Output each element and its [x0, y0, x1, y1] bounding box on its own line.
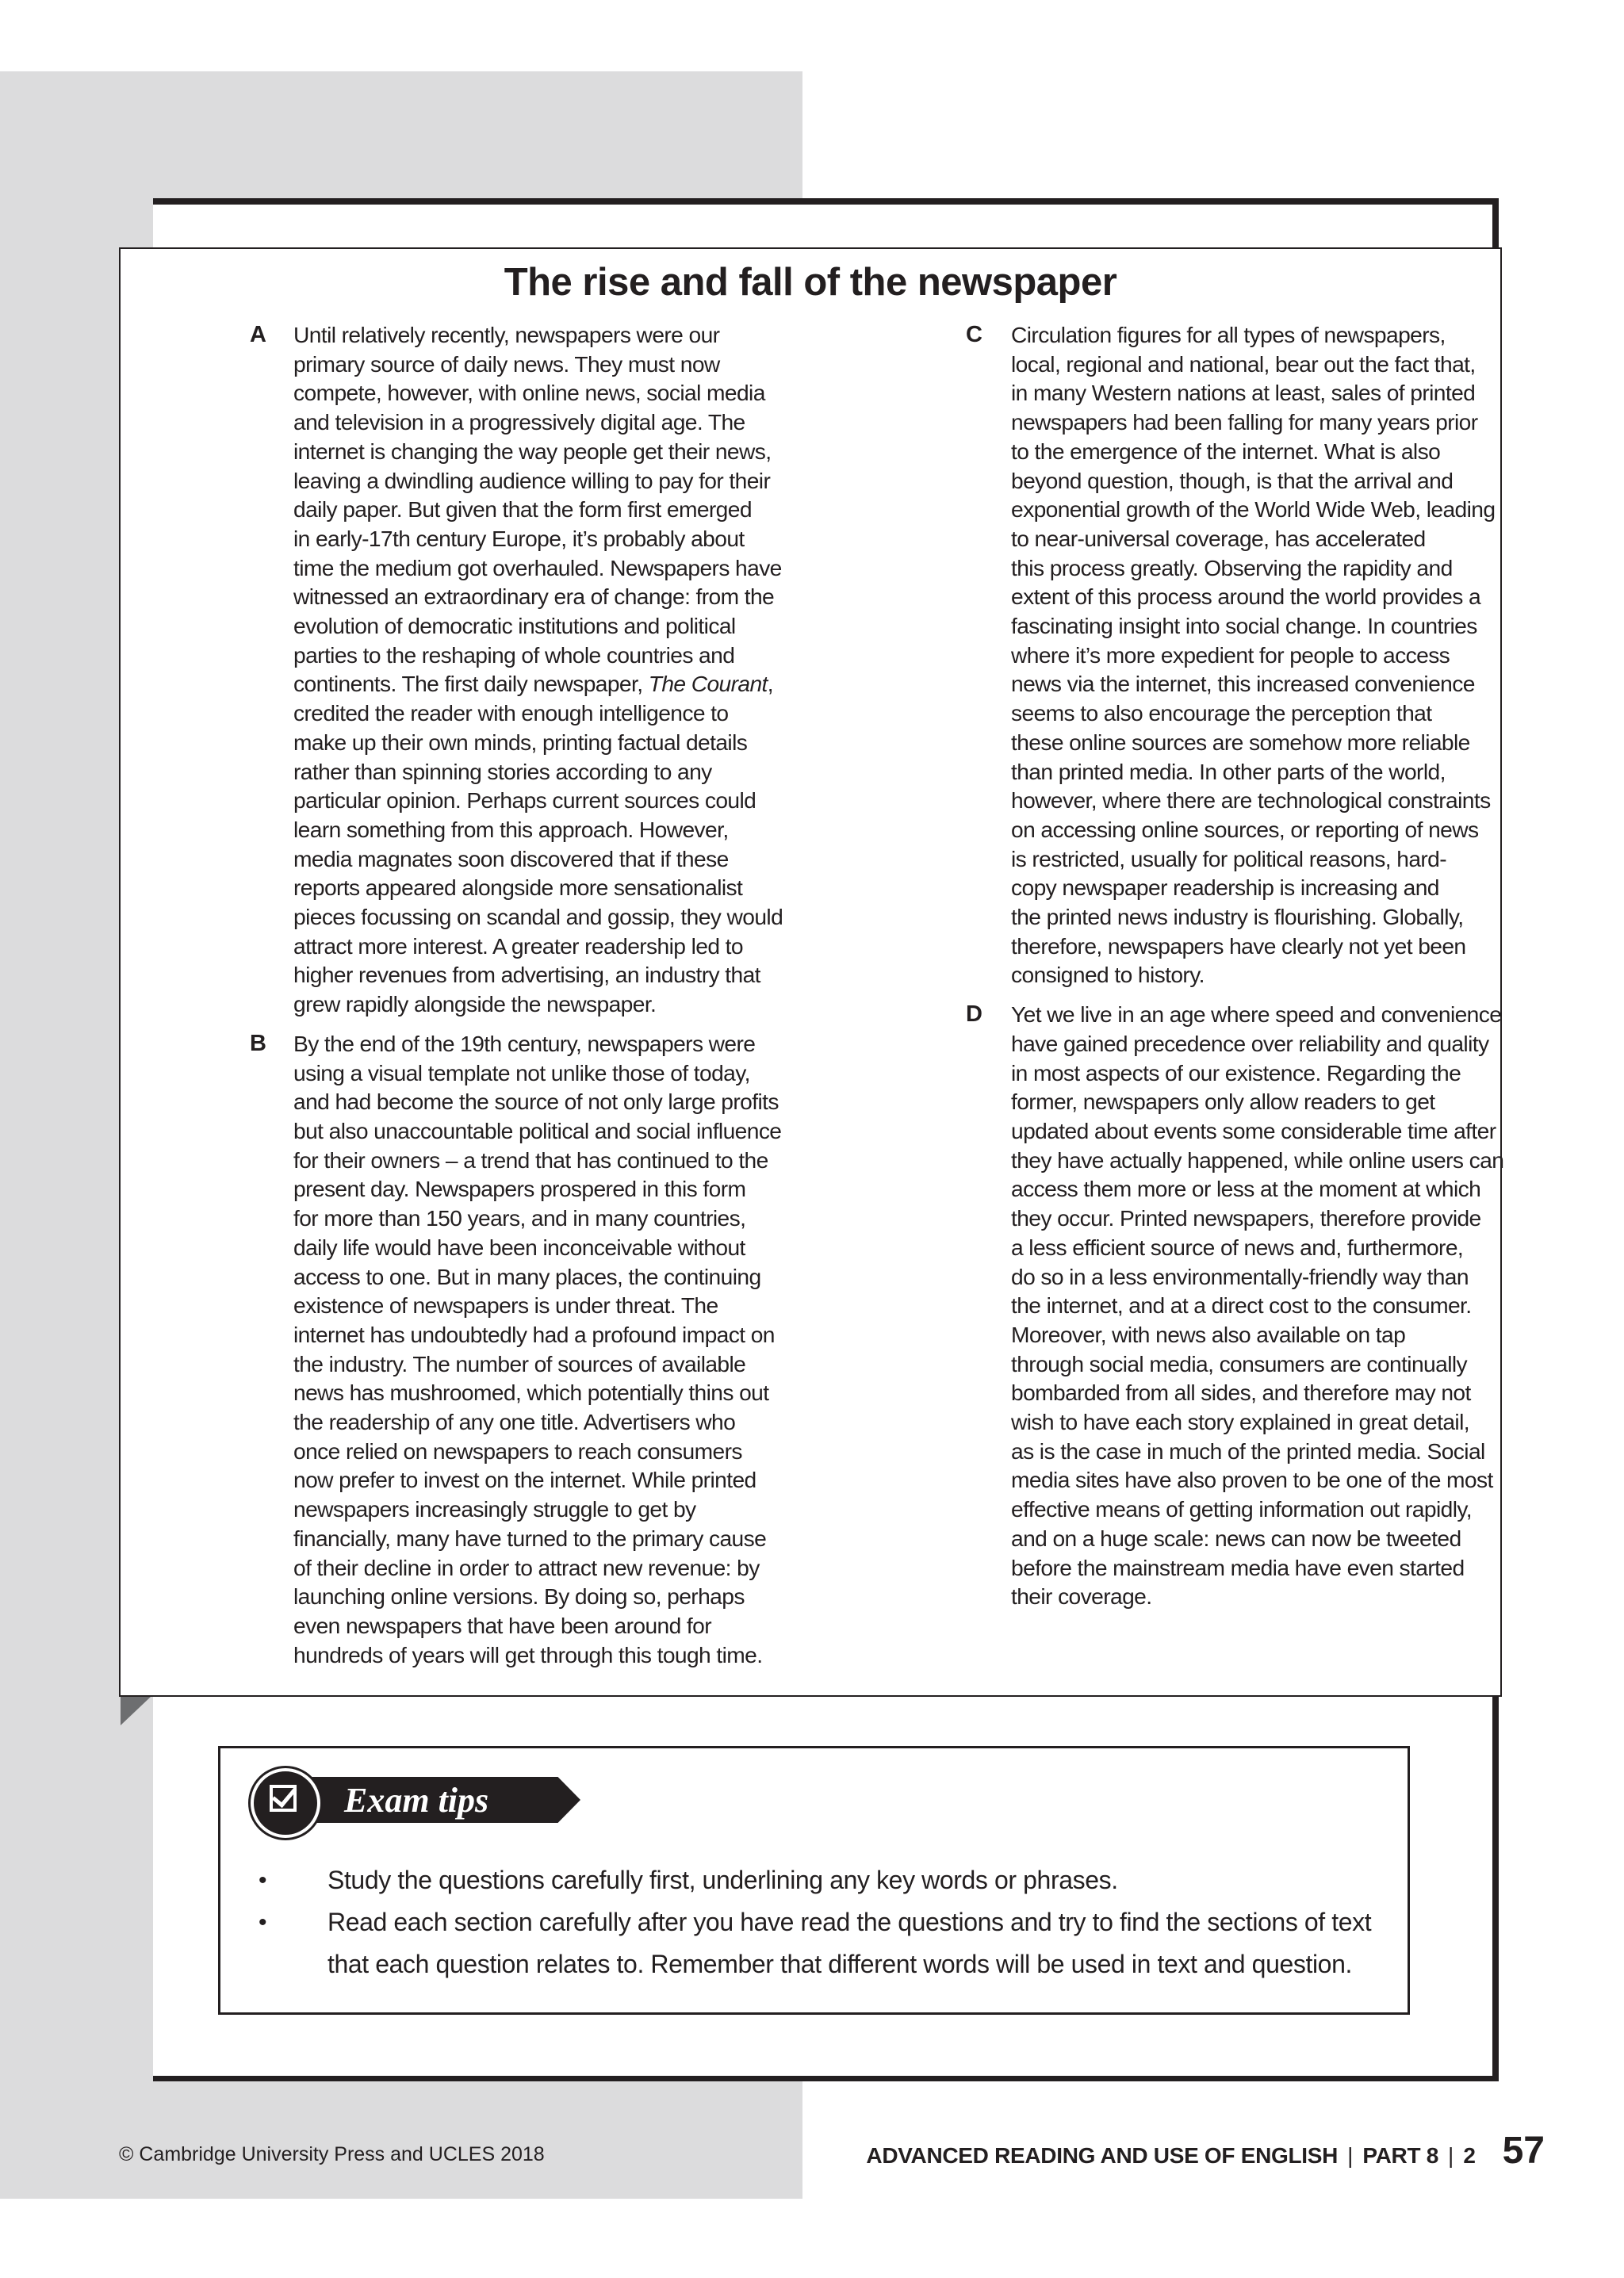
exam-tip-text: Study the questions carefully first, underlining any key words or phrases. [327, 1866, 1118, 1894]
exam-tips-list [252, 1859, 1394, 1985]
text-line: through social media, consumers are continually [1011, 1350, 1468, 1376]
page-number: 57 [1502, 2130, 1545, 2172]
article-column-right [839, 320, 1504, 1621]
text-line: grew rapidly alongside the newspaper. [293, 991, 657, 1017]
text-line: and on a huge scale: news can now be tweeted [1011, 1525, 1461, 1551]
paragraph-text [1011, 320, 1503, 990]
text-line: internet is changing the way people get their news, [293, 438, 772, 464]
text-line: in many Western nations at least, sales of printed [1011, 380, 1476, 406]
text-line: Yet we live in an age where speed and convenience [1011, 1001, 1502, 1028]
text-line: the printed news industry is flourishing. Globally, [1011, 904, 1464, 930]
text-line: is restricted, usually for political reasons, hard- [1011, 845, 1447, 871]
text-line: exponential growth of the World Wide Web, leading [1011, 496, 1496, 523]
article-box [119, 247, 1502, 1697]
text-line: the readership of any one title. Advertisers who [293, 1409, 736, 1435]
footer-separator: | [1347, 2143, 1354, 2168]
text-line: updated about events some considerable time after [1011, 1117, 1496, 1143]
text-line: news via the internet, this increased convenience [1011, 671, 1475, 697]
text-line: former, newspapers only allow readers to get [1011, 1089, 1435, 1115]
text-line: on accessing online sources, or reporting of news [1011, 816, 1479, 842]
text-line: financially, many have turned to the primary cause [293, 1525, 767, 1551]
paragraph-c [839, 320, 1499, 990]
text-line: to near-universal coverage, has accelerated [1011, 525, 1426, 551]
text-line: do so in a less environmentally-friendly way than [1011, 1263, 1469, 1289]
text-line: effective means of getting information out rapidly, [1011, 1496, 1472, 1522]
exam-tips-heading: Exam tips [344, 1781, 489, 1820]
text-line: have gained precedence over reliability and quality [1011, 1030, 1489, 1056]
text-line: than printed media. In other parts of the world, [1011, 758, 1446, 784]
exam-tip-item [252, 1859, 1394, 1901]
text-line: news has mushroomed, which potentially thins out [293, 1380, 769, 1406]
text-line: particular opinion. Perhaps current sources could [293, 787, 756, 814]
text-line: parties to the reshaping of whole countries and [293, 641, 735, 668]
paragraph-letter: B [250, 1030, 266, 1056]
text-line: Circulation figures for all types of newspapers, [1011, 322, 1446, 347]
text-line: seems to also encourage the perception that [1011, 700, 1432, 726]
text-line: internet has undoubtedly had a profound impact on [293, 1321, 775, 1347]
text-line: these online sources are somehow more reliable [1011, 729, 1470, 755]
text-line: Until relatively recently, newspapers were our [293, 322, 720, 347]
paragraph-text [1011, 1000, 1503, 1611]
text-line: newspapers had been falling for many years prior [1011, 409, 1478, 435]
text-line: make up their own minds, printing factual details [293, 729, 748, 755]
text-line: continents. The first daily newspaper, The Courant, [293, 671, 774, 697]
text-line: this process greatly. Observing the rapidity and [1011, 554, 1453, 580]
exam-tips-box [218, 1746, 1410, 2015]
text-line: Moreover, with news also available on tap [1011, 1321, 1406, 1347]
text-line: however, where there are technological constraints [1011, 787, 1491, 814]
text-line: even newspapers that have been around for [293, 1612, 712, 1638]
text-line: bombarded from all sides, and therefore may not [1011, 1380, 1471, 1406]
footer-part: PART 8 [1362, 2143, 1439, 2168]
text-line: By the end of the 19th century, newspapers were [293, 1030, 756, 1056]
text-line: credited the reader with enough intelligence to [293, 700, 729, 726]
text-line: beyond question, though, is that the arrival and [1011, 467, 1454, 493]
exam-tip-item [252, 1901, 1394, 1985]
paragraph-letter: C [966, 322, 982, 347]
text-line: attract more interest. A greater readership led to [293, 932, 743, 959]
bullet-icon: • [259, 1909, 267, 1935]
text-line: for their owners – a trend that has continued to the [293, 1147, 768, 1173]
text-line: before the mainstream media have even started [1011, 1554, 1465, 1580]
checkbox-tick-icon [270, 1785, 297, 1812]
text-line: for more than 150 years, and in many countries, [293, 1205, 746, 1231]
text-line: fascinating insight into social change. In countries [1011, 613, 1477, 639]
text-line: pieces focussing on scandal and gossip, they would [293, 904, 783, 930]
text-line: witnessed an extraordinary era of change: from the [293, 584, 775, 610]
text-line: present day. Newspapers prospered in this form [293, 1176, 746, 1202]
text-line: once relied on newspapers to reach consumers [293, 1438, 742, 1464]
footer-copyright: © Cambridge University Press and UCLES 2018 [119, 2143, 545, 2165]
article-title: The rise and fall of the newspaper [504, 261, 1117, 304]
footer-separator: | [1448, 2143, 1454, 2168]
text-line: they have actually happened, while online users can [1011, 1147, 1504, 1173]
text-line: and had become the source of not only large profits [293, 1089, 779, 1115]
text-line: evolution of democratic institutions and political [293, 613, 736, 639]
text-line: primary source of daily news. They must now [293, 350, 720, 377]
text-line: therefore, newspapers have clearly not yet been [1011, 932, 1466, 959]
text-line: in most aspects of our existence. Regarding the [1011, 1059, 1461, 1085]
footer-sub: 2 [1463, 2143, 1476, 2168]
text-line: reports appeared alongside more sensationalist [293, 875, 743, 901]
text-line: of their decline in order to attract new revenue: by [293, 1554, 760, 1580]
text-line: launching online versions. By doing so, perhaps [293, 1583, 745, 1610]
text-line: rather than spinning stories according to any [293, 758, 712, 784]
text-line: and television in a progressively digital age. The [293, 409, 745, 435]
paragraph-letter: A [250, 322, 266, 347]
paragraph-text [293, 1029, 817, 1669]
text-line: the internet, and at a direct cost to the consumer. [1011, 1292, 1472, 1319]
text-line: existence of newspapers is under threat. The [293, 1292, 718, 1319]
text-line: newspapers increasingly struggle to get by [293, 1496, 696, 1522]
checkbox-icon-circle [251, 1768, 320, 1838]
exam-tip-text: Read each section carefully after you have read the questions and try to find the sections of text that each question relates to. Remember that different words will be used in text and question. [327, 1908, 1372, 1978]
text-line: wish to have each story explained in great detail, [1011, 1409, 1469, 1435]
text-line: time the medium got overhauled. Newspapers have [293, 554, 782, 580]
text-line: media sites have also proven to be one of the most [1011, 1467, 1493, 1493]
text-line: access to one. But in many places, the continuing [293, 1263, 761, 1289]
text-line: now prefer to invest on the internet. While printed [293, 1467, 756, 1493]
text-line: higher revenues from advertising, an industry that [293, 962, 760, 988]
text-line: daily life would have been inconceivable without [293, 1234, 745, 1260]
paragraph-b [121, 1029, 818, 1669]
paragraph-d [839, 1000, 1504, 1611]
text-line: to the emergence of the internet. What is also [1011, 438, 1441, 464]
footer-section-title: ADVANCED READING AND USE OF ENGLISH [866, 2143, 1339, 2168]
text-line: but also unaccountable political and social influence [293, 1117, 782, 1143]
text-line: using a visual template not unlike those of today, [293, 1059, 750, 1085]
text-line: the industry. The number of sources of available [293, 1350, 746, 1376]
paragraph-a [121, 320, 818, 1019]
article-column-left [121, 320, 818, 1679]
text-line: compete, however, with online news, social media [293, 380, 765, 406]
text-line: extent of this process around the world provides a [1011, 584, 1481, 610]
text-line: access them more or less at the moment at which [1011, 1176, 1481, 1202]
text-line: local, regional and national, bear out the fact that, [1011, 350, 1476, 377]
exam-tips-badge [251, 1774, 599, 1826]
paragraph-letter: D [966, 1001, 982, 1028]
text-line: leaving a dwindling audience willing to pay for their [293, 467, 771, 493]
text-line: as is the case in much of the printed media. Social [1011, 1438, 1485, 1464]
frame-corner-shadow [121, 1697, 151, 1725]
text-line: media magnates soon discovered that if these [293, 845, 729, 871]
text-line: daily paper. But given that the form first emerged [293, 496, 752, 523]
text-line: in early-17th century Europe, it’s probably about [293, 525, 745, 551]
text-line: hundreds of years will get through this tough time. [293, 1641, 763, 1667]
text-line: where it’s more expedient for people to access [1011, 641, 1450, 668]
text-line: their coverage. [1011, 1583, 1152, 1610]
bullet-icon: • [259, 1867, 267, 1893]
text-line: they occur. Printed newspapers, therefore provide [1011, 1205, 1481, 1231]
paragraph-text [293, 320, 817, 1019]
text-line: consigned to history. [1011, 962, 1205, 988]
footer-running-head [866, 2129, 1545, 2173]
text-line: learn something from this approach. However, [293, 816, 729, 842]
text-line: a less efficient source of news and, furthermore, [1011, 1234, 1464, 1260]
text-line: copy newspaper readership is increasing and [1011, 875, 1439, 901]
